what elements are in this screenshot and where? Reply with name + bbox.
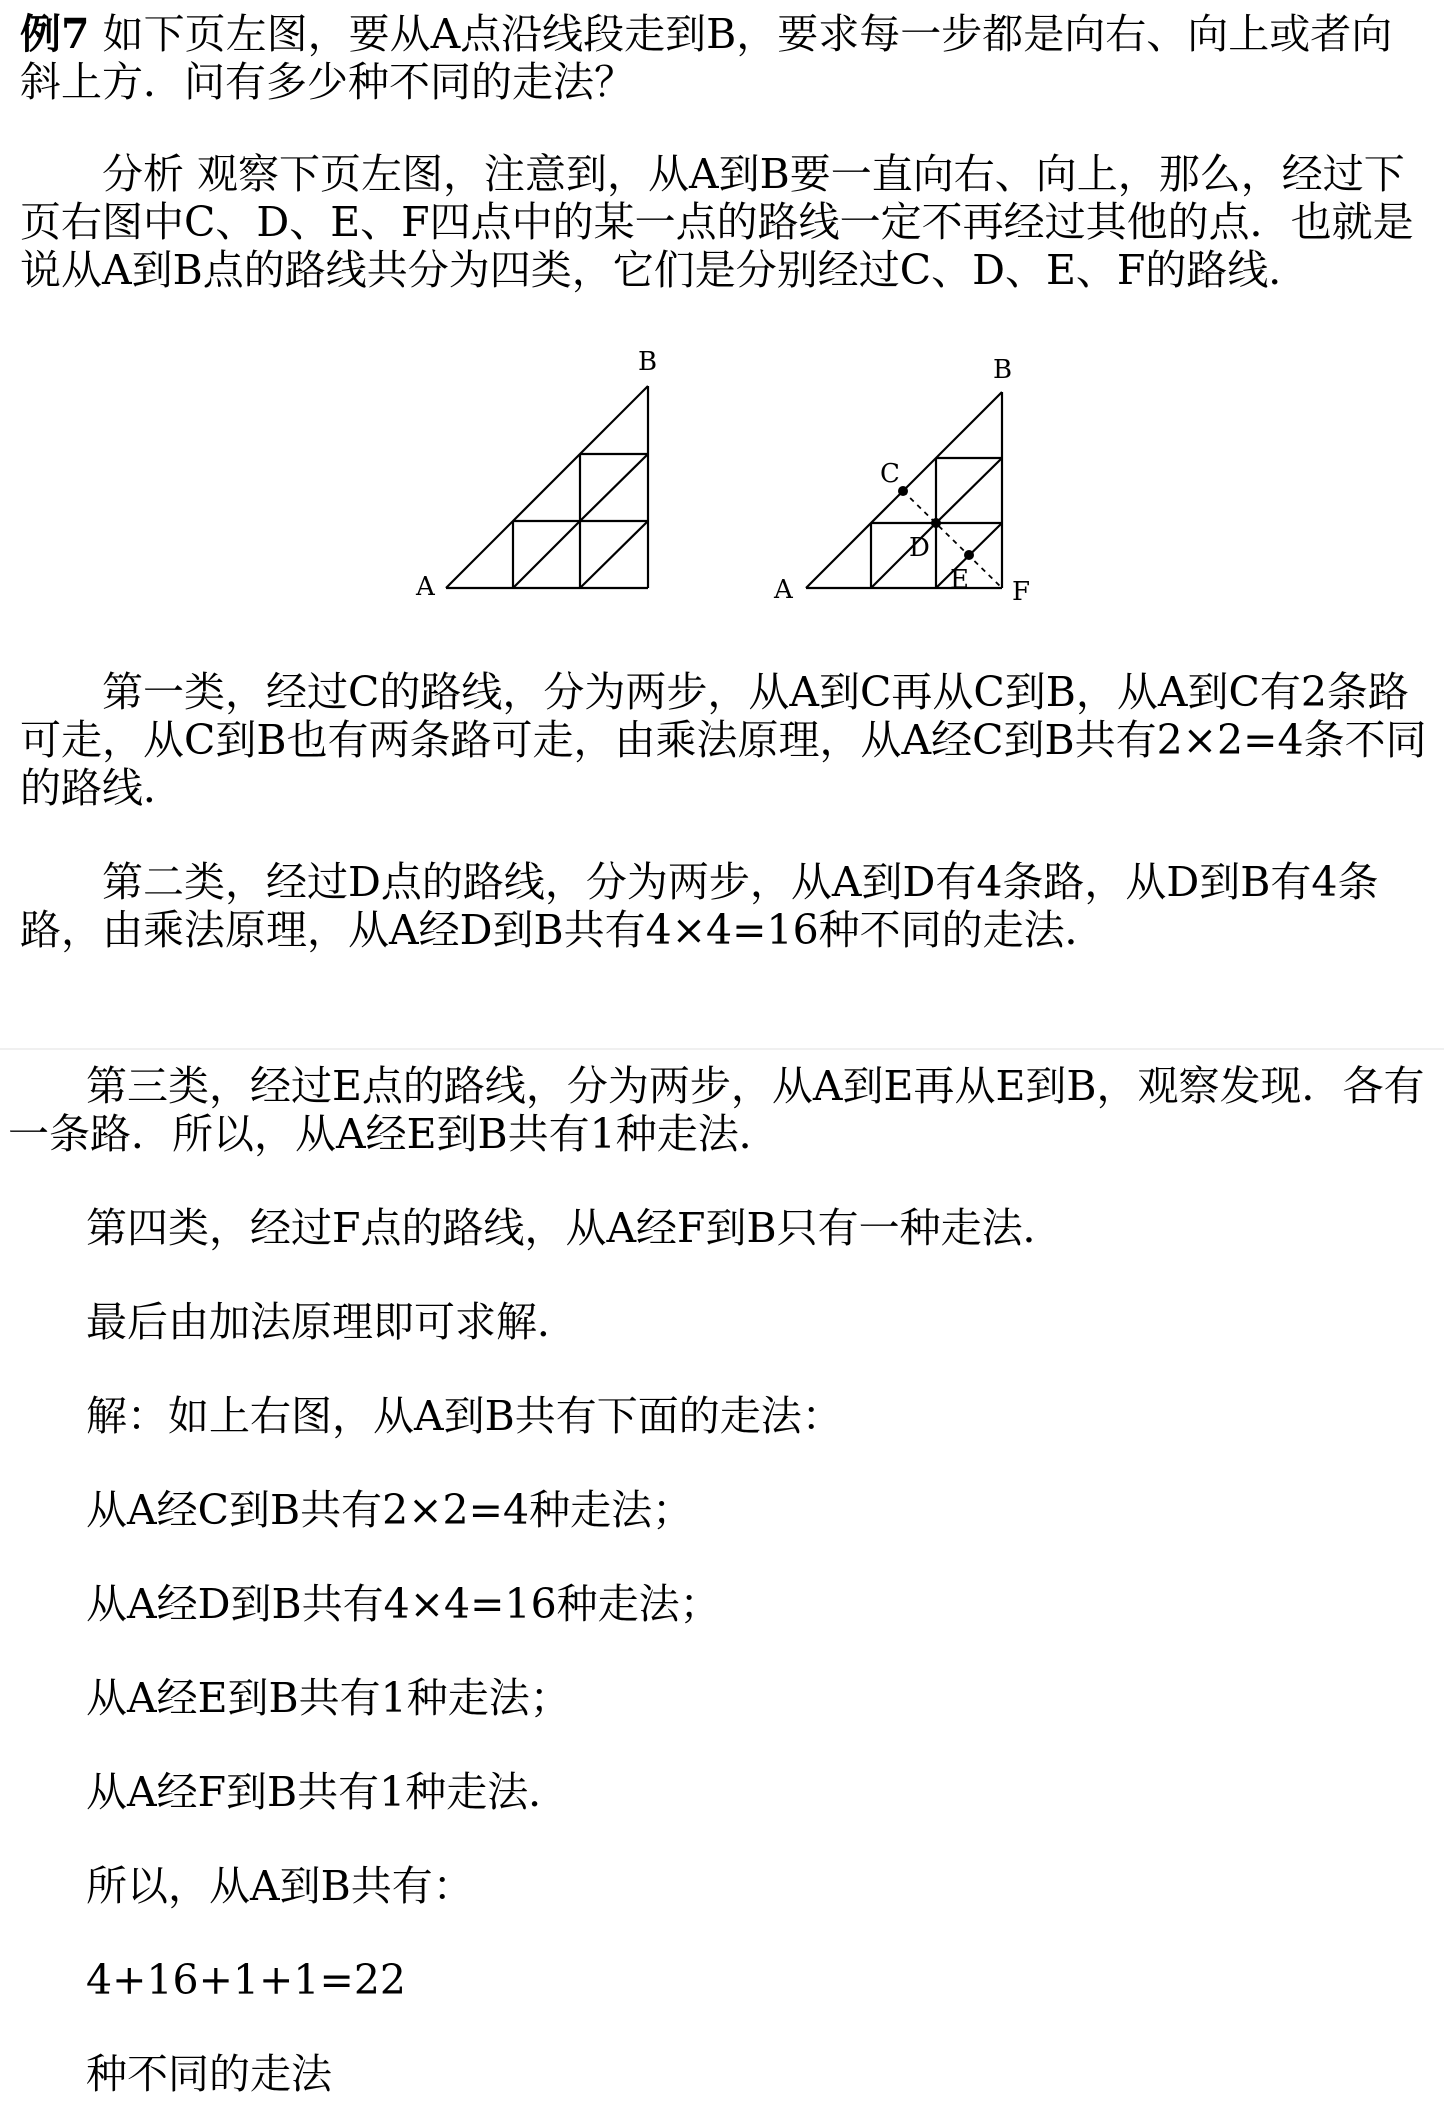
case-three-paragraph: 第三类，经过E点的路线，分为两步，从A到E再从E到B，观察发现．各有一条路．所以，从A经E到B共有1种走法． bbox=[8, 1062, 1425, 1158]
point-label-b: B bbox=[993, 355, 1013, 385]
solution-via-d: 从A经D到B共有4×4=16种走法； bbox=[86, 1580, 721, 1628]
grid-line bbox=[446, 386, 648, 588]
grid-line bbox=[936, 458, 1002, 523]
point-d bbox=[931, 518, 941, 528]
solution-via-c: 从A经C到B共有2×2=4种走法； bbox=[86, 1486, 694, 1534]
solution-via-e: 从A经E到B共有1种走法； bbox=[86, 1674, 571, 1722]
grid-line bbox=[513, 521, 580, 588]
solution-intro: 解：如上右图，从A到B共有下面的走法： bbox=[86, 1392, 843, 1440]
problem-text: 如下页左图，要从A点沿线段走到B，要求每一步都是向右、向上或者向斜上方．问有多少种不同的走法？ bbox=[20, 10, 1393, 106]
point-label-a: A bbox=[774, 575, 793, 605]
point-label-f: F bbox=[1012, 577, 1031, 607]
point-label-d: D bbox=[909, 533, 930, 563]
left-grid-figure bbox=[400, 340, 700, 610]
point-label-a: A bbox=[416, 572, 435, 602]
point-label-e: E bbox=[950, 565, 969, 595]
analysis-paragraph: 分析 观察下页左图，注意到，从A到B要一直向右、向上，那么，经过下页右图中C、D、E、F四点中的某一点的路线一定不再经过其他的点．也就是说从A到B点的路线共分为四类，它们是分别经过C、D、E、F的路线． bbox=[20, 150, 1414, 294]
solution-via-f: 从A经F到B共有1种走法． bbox=[86, 1768, 570, 1816]
point-label-b: B bbox=[638, 347, 658, 377]
final-hint-line: 最后由加法原理即可求解． bbox=[86, 1298, 578, 1346]
case-one-paragraph: 第一类，经过C的路线，分为两步，从A到C再从C到B，从A到C有2条路可走，从C到B也有两条路可走，由乘法原理，从A经C到B共有2×2=4条不同的路线． bbox=[20, 668, 1427, 812]
problem-statement bbox=[20, 10, 1420, 106]
grid-line bbox=[580, 454, 648, 521]
point-label-c: C bbox=[880, 459, 900, 489]
case-four-line: 第四类，经过F点的路线，从A经F到B只有一种走法． bbox=[86, 1204, 1064, 1252]
solution-sum: 4+16+1+1=22 bbox=[86, 1956, 407, 2004]
grid-line bbox=[580, 521, 648, 588]
solution-so: 所以，从A到B共有： bbox=[86, 1862, 474, 1910]
point-e bbox=[964, 550, 974, 560]
case-two-paragraph: 第二类，经过D点的路线，分为两步，从A到D有4条路，从D到B有4条路，由乘法原理，从A经D到B共有4×4=16种不同的走法． bbox=[20, 858, 1379, 954]
right-grid-figure bbox=[760, 348, 1060, 618]
solution-ending: 种不同的走法 bbox=[86, 2050, 332, 2098]
page-separator bbox=[0, 1048, 1444, 1050]
example-label: 例7 bbox=[20, 10, 90, 58]
